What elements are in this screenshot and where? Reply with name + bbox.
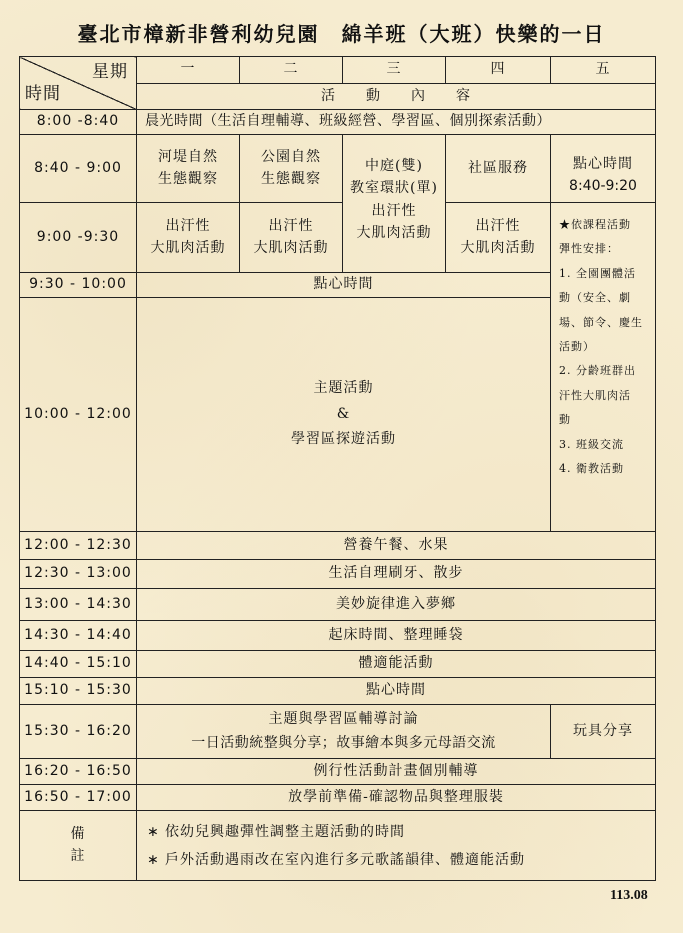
activity-snack-afternoon: 點心時間 (137, 678, 656, 705)
note-line: 動 (559, 413, 571, 427)
activity-discussion (137, 705, 551, 759)
activity-thu-exercise (446, 203, 551, 273)
activity-line: 生態觀察 (261, 170, 321, 187)
activity-line: 大肌肉活動 (356, 225, 432, 242)
day-wednesday: 三 (343, 57, 446, 84)
activity-line: 大肌肉活動 (253, 239, 329, 256)
activity-mon-exercise (137, 203, 240, 273)
asterisk-icon: ∗ (147, 823, 160, 840)
activity-line: 主題活動 (313, 379, 374, 396)
note-line: ★依課程活動 (559, 218, 631, 231)
header-corner (20, 57, 137, 110)
schedule-table (19, 56, 656, 881)
note-line: 場、節令、慶生 (559, 315, 643, 329)
remark-text: 依幼兒興趣彈性調整主題活動的時間 (165, 823, 405, 840)
activity-line: 主題與學習區輔導討論 (268, 710, 419, 727)
corner-week-label: 星期 (92, 62, 128, 82)
remarks-label-char: 註 (70, 847, 86, 864)
remark-line (147, 818, 655, 846)
activity-routine: 例行性活動計畫個別輔導 (137, 759, 656, 785)
remark-text: 戶外活動遇雨改在室內進行多元歌謠韻律、體適能活動 (165, 851, 525, 868)
activity-brushing: 生活自理刷牙、散步 (137, 560, 656, 589)
time-slot: 16:50 - 17:00 (20, 785, 137, 811)
activity-lunch: 營養午餐、水果 (137, 532, 656, 560)
remark-line (147, 846, 655, 874)
activity-line: 出汗性 (268, 217, 314, 234)
note-line: 彈性安排： (559, 242, 619, 256)
note-line: 2. 分齡班群出 (559, 364, 636, 378)
activity-snack-morning: 點心時間 (137, 273, 551, 298)
document-code: 113.08 (610, 888, 648, 903)
activity-morning: 晨光時間（生活自理輔導、班級經營、學習區、個別探索活動） (137, 110, 656, 135)
activity-line: 點心時間 (573, 155, 633, 172)
activity-mon-nature (137, 135, 240, 203)
activity-theme (137, 298, 551, 532)
activity-fri-snack (551, 135, 656, 203)
activity-nap: 美妙旋律進入夢鄉 (137, 589, 656, 621)
activity-content-header: 活 動 內 容 (137, 84, 656, 110)
activity-line: & (336, 405, 351, 422)
note-line: 活動） (559, 340, 595, 354)
note-line: 3. 班級交流 (559, 437, 624, 451)
time-slot: 15:10 - 15:30 (20, 678, 137, 705)
day-thursday: 四 (446, 57, 551, 84)
activity-wed (343, 135, 446, 273)
remarks-label-char: 備 (70, 825, 86, 842)
activity-tue-nature (240, 135, 343, 203)
activity-line: 8:40-9:20 (569, 177, 637, 194)
time-slot: 8:40 - 9:00 (20, 135, 137, 203)
activity-tue-exercise (240, 203, 343, 273)
time-slot: 9:30 - 10:00 (20, 273, 137, 298)
activity-line: 中庭(雙) (365, 158, 423, 174)
time-slot: 10:00 - 12:00 (20, 298, 137, 532)
activity-line: 河堤自然 (158, 148, 218, 165)
activity-line: 出汗性 (371, 202, 417, 219)
activity-toy-sharing: 玩具分享 (551, 705, 656, 759)
activity-line: 出汗性 (475, 217, 521, 234)
time-slot: 12:00 - 12:30 (20, 532, 137, 560)
activity-dismissal: 放學前準備-確認物品與整理服裝 (137, 785, 656, 811)
note-line: 4. 衛教活動 (559, 462, 624, 476)
activity-wakeup: 起床時間、整理睡袋 (137, 621, 656, 651)
time-slot: 14:40 - 15:10 (20, 651, 137, 678)
time-slot: 14:30 - 14:40 (20, 621, 137, 651)
day-monday: 一 (137, 57, 240, 84)
day-tuesday: 二 (240, 57, 343, 84)
remarks-label (20, 811, 137, 881)
activity-thu-community: 社區服務 (446, 135, 551, 203)
note-line: 汗性大肌肉活 (559, 388, 631, 402)
time-slot: 12:30 - 13:00 (20, 560, 137, 589)
activity-line: 一日活動統整與分享；故事繪本與多元母語交流 (191, 734, 496, 751)
time-slot: 16:20 - 16:50 (20, 759, 137, 785)
day-friday: 五 (551, 57, 656, 84)
activity-line: 大肌肉活動 (150, 239, 226, 256)
activity-line: 教室環狀(單) (350, 180, 438, 197)
time-slot: 13:00 - 14:30 (20, 589, 137, 621)
note-line: 動（安全、劇 (559, 291, 631, 305)
activity-line: 出汗性 (165, 217, 211, 234)
activity-fitness: 體適能活動 (137, 651, 656, 678)
activity-line: 公園自然 (261, 148, 321, 165)
time-slot: 15:30 - 16:20 (20, 705, 137, 759)
activity-line: 大肌肉活動 (460, 239, 536, 256)
flexible-arrangement-note (551, 203, 656, 532)
time-slot: 9:00 -9:30 (20, 203, 137, 273)
activity-line: 生態觀察 (158, 170, 218, 187)
page-title: 臺北市樟新非營利幼兒園 綿羊班（大班）快樂的一日 (77, 22, 606, 46)
note-line: 1. 全園團體活 (559, 266, 636, 280)
time-slot: 8:00 -8:40 (20, 110, 137, 135)
remarks-content (137, 811, 656, 881)
activity-line: 學習區探遊活動 (291, 431, 396, 448)
corner-time-label: 時間 (25, 83, 61, 104)
asterisk-icon: ∗ (147, 851, 160, 868)
